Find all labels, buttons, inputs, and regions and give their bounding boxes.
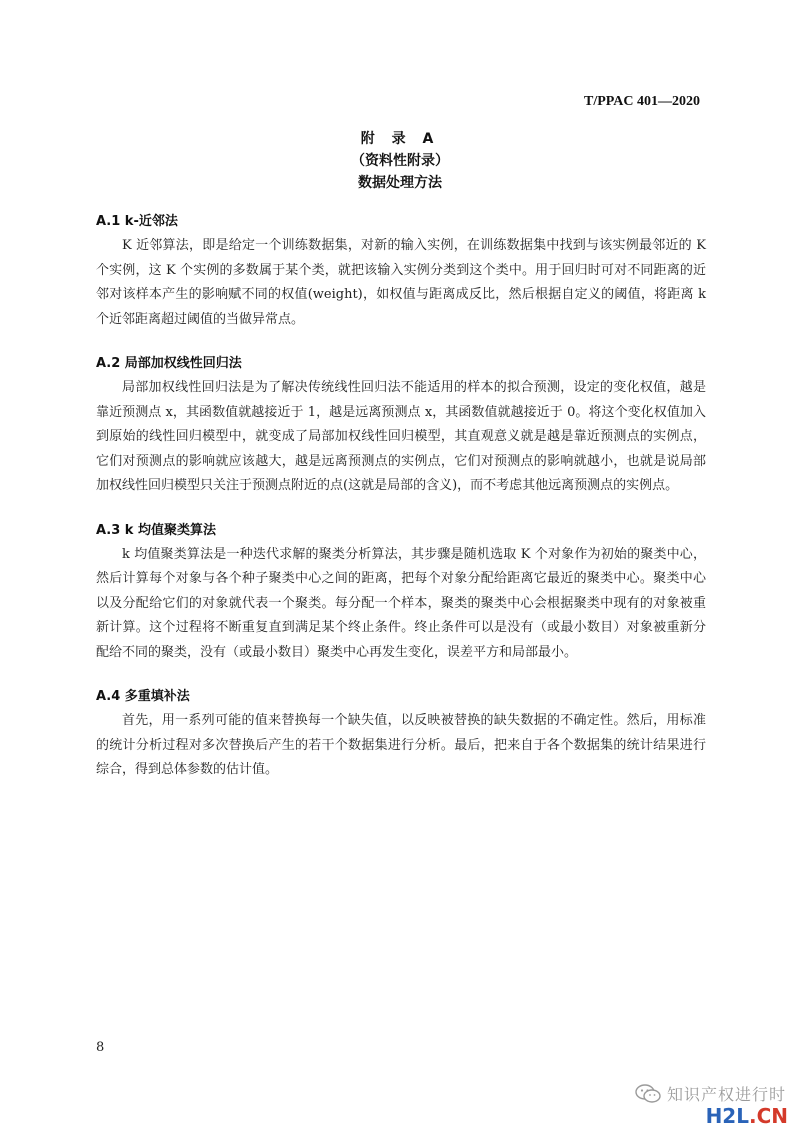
- logo-tld: CN: [756, 1104, 788, 1128]
- appendix-title: 附 录 A: [360, 131, 440, 147]
- section-a3: [96, 519, 706, 666]
- logo-main: H2L: [705, 1104, 749, 1128]
- watermark: [635, 1082, 786, 1105]
- section-paragraph: 首先，用一系列可能的值来替换每一个缺失值，以反映被替换的缺失数据的不确定性。然后，用标准的统计分析过程对多次替换后产生的若干个数据集进行分析。最后，把来自于各个数据集的统计结果进行综合，得到总体参数的估计值。: [96, 713, 706, 777]
- section-title: A.3 k 均值聚类算法: [96, 522, 216, 538]
- section-a2: [96, 352, 706, 499]
- watermark-text: 知识产权进行时: [666, 1085, 786, 1104]
- site-logo: [706, 1104, 788, 1128]
- section-paragraph: k 均值聚类算法是一种迭代求解的聚类分析算法，其步骤是随机选取 K 个对象作为初始的聚类中心，然后计算每个对象与各个种子聚类中心之间的距离，把每个对象分配给距离它最近的聚类中心。聚类中心以及分配给它们的对象就代表一个聚类。每分配一个样本，聚类的聚类中心会根据聚类中现有的对象被重新计算。这个过程将不断重复直到满足某个终止条件。终止条件可以是没有（或最小数目）对象被重新分配给不同的聚类，没有（或最小数目）聚类中心再发生变化，误差平方和局部最小。: [96, 546, 706, 660]
- section-title: A.1 k-近邻法: [96, 214, 178, 229]
- wechat-icon: [635, 1084, 661, 1104]
- section-title: A.2 局部加权线性回归法: [96, 356, 242, 371]
- appendix-header: [0, 128, 800, 194]
- appendix-heading: 数据处理方法: [358, 175, 442, 191]
- section-paragraph: 局部加权线性回归法是为了解决传统线性回归法不能适用的样本的拟合预测，设定的变化权值，越是靠近预测点 x，其函数值就越接近于 1，越是远离预测点 x，其函数值就越接近于 0。将这个变化权值加入到原始的线性回归模型中，就变成了局部加权线性回归模型，其直观意义就是越是靠近预测点的实例点，它们对预测点的影响就应该越大，越是远离预测点的实例点，它们对预测点的影响就越小，也就是说局部加权线性回归模型只关注于预测点附近的点(这就是局部的含义)，而不考虑其他远离预测点的实例点。: [96, 380, 706, 493]
- appendix-subtitle: （资料性附录）: [351, 153, 449, 169]
- section-a4: [96, 685, 706, 783]
- standard-code: T/PPAC 401—2020: [583, 94, 700, 109]
- logo-dot: .: [748, 1104, 757, 1128]
- section-a1: [96, 210, 706, 332]
- section-title: A.4 多重填补法: [96, 689, 190, 704]
- page-number: 8: [96, 1040, 105, 1055]
- section-paragraph: K 近邻算法，即是给定一个训练数据集，对新的输入实例，在训练数据集中找到与该实例最邻近的 K 个实例，这 K 个实例的多数属于某个类，就把该输入实例分类到这个类中。用于回归时可对不同距离的近邻对该样本产生的影响赋不同的权值(weight)，如权值与距离成反比，然后根据自定义的阈值，将距离 k 个近邻距离超过阈值的当做异常点。: [96, 238, 706, 327]
- document-body: [96, 210, 706, 803]
